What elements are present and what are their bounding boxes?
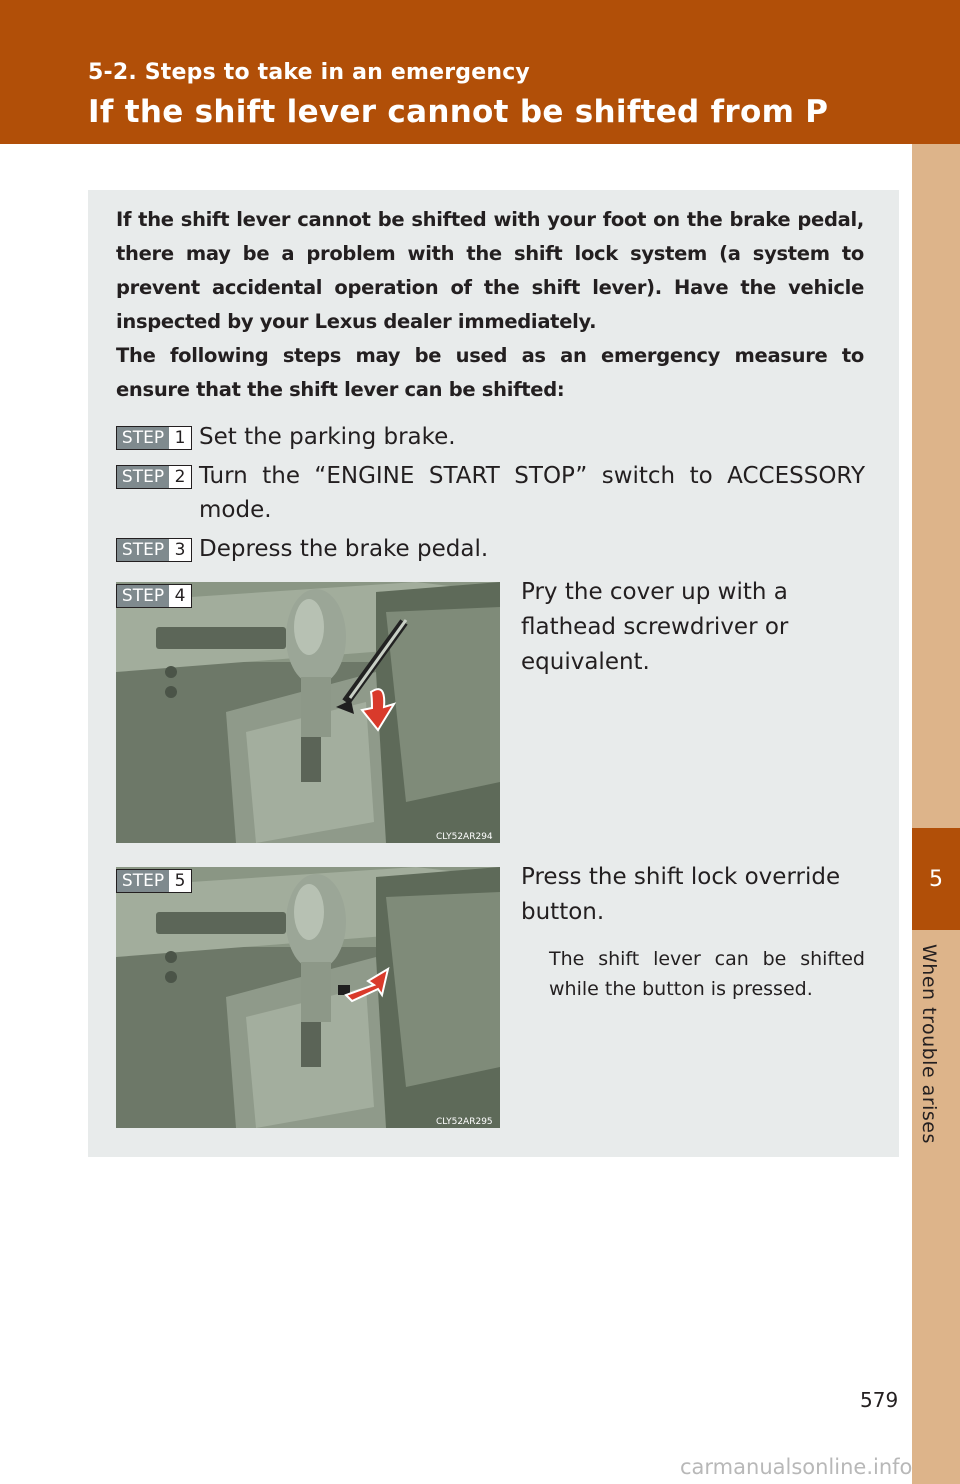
chapter-side-tab	[912, 144, 960, 1484]
step-label: STEP	[117, 427, 169, 449]
intro-paragraph: The following steps may be used as an emergency measure to ensure that the shift lever can be shifted:	[116, 344, 864, 401]
step-badge-4	[116, 584, 192, 608]
section-label: 5-2. Steps to take in an emergency	[88, 60, 530, 85]
step-badge-1	[116, 426, 192, 450]
page-title: If the shift lever cannot be shifted from P	[88, 94, 829, 130]
step-number: 5	[169, 870, 191, 892]
step-1-text: Set the parking brake.	[199, 424, 456, 450]
step-label: STEP	[117, 539, 169, 561]
step-5-note: The shift lever can be shifted while the button is pressed.	[549, 948, 865, 1000]
watermark[interactable]: carmanualsonline.info	[680, 1455, 913, 1479]
intro-text	[116, 203, 864, 407]
step-badge-2	[116, 465, 192, 489]
shift-lever-cover-illustration	[116, 582, 500, 843]
step-number: 2	[169, 466, 191, 488]
chapter-name: When trouble arises	[918, 944, 940, 1144]
step-badge-3	[116, 538, 192, 562]
step-label: STEP	[117, 466, 169, 488]
step-label: STEP	[117, 585, 169, 607]
page-number: 579	[860, 1388, 899, 1412]
step-number: 1	[169, 427, 191, 449]
shift-lock-button-illustration	[116, 867, 500, 1128]
step-number: 4	[169, 585, 191, 607]
step-2-text: Turn the “ENGINE START STOP” switch to ACCESSORY mode.	[199, 463, 865, 523]
step-5-text: Press the shift lock override button.	[521, 864, 841, 925]
step-badge-5	[116, 869, 192, 893]
step-4-text: Pry the cover up with a flathead screwdriver or equivalent.	[521, 579, 789, 675]
image-code: CLY52AR294	[436, 832, 493, 842]
step-3-text: Depress the brake pedal.	[199, 536, 489, 562]
image-code: CLY52AR295	[436, 1117, 493, 1127]
step-label: STEP	[117, 870, 169, 892]
chapter-number[interactable]: 5	[912, 828, 960, 930]
step-number: 3	[169, 539, 191, 561]
intro-paragraph: If the shift lever cannot be shifted with your foot on the brake pedal, there may be a problem with the shift lock system (a system to prevent accidental operation of the shift lever). Have the vehicle inspected by your Lexus dealer immediately.	[116, 208, 864, 333]
